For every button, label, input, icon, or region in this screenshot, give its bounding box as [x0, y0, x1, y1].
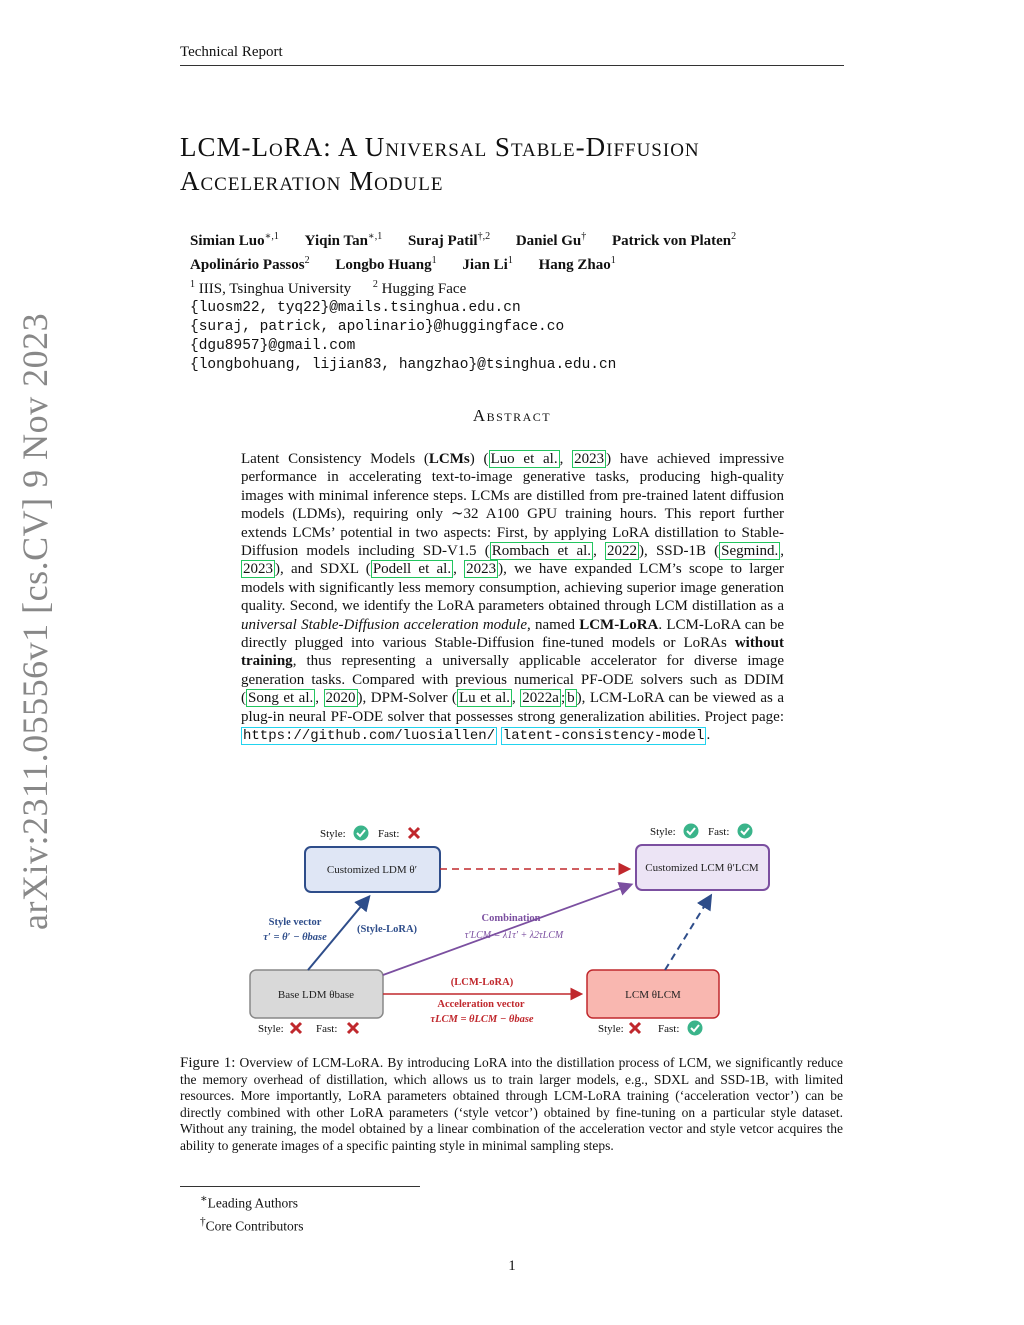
author: Patrick von Platen$^2$ — [612, 231, 737, 249]
cross-icon — [291, 1023, 301, 1033]
cross-icon — [630, 1023, 640, 1033]
footnotes — [200, 1190, 304, 1235]
caption-text: Overview of LCM-LoRA. By introducing LoRA into the distillation process of LCM, we significantly reduce the memory overhead of distillation, which allows us to train larger models, e.g., SDXL and SSD-1B, with limited resources. More importantly, LoRA parameters obtained through LCM-LoRA training (‘acceleration vector’) can be directly combined with other LoRA parameters (‘style vetcor’) obtained by fine-tuning on a particular style dataset. Without any training, the model obtained by a linear combination of the acceleration vector and style vetcor acquires the ability to generate images of a specific painting style in minimal sampling steps. — [180, 1055, 843, 1153]
acceleration-vector-eq: τLCM = θLCM − θbase — [430, 1014, 534, 1025]
cross-icon — [348, 1023, 358, 1033]
author: Apolinário Passos$^2$ — [190, 255, 310, 273]
figure-caption — [180, 1055, 843, 1155]
style-vector-title: Style vector — [268, 917, 322, 928]
author: Yiqin Tan$^{∗,1}$ — [304, 231, 383, 249]
lcm-lora-label: (LCM-LoRA) — [450, 977, 514, 988]
citation-link[interactable]: 2022a — [522, 690, 559, 707]
svg-text:Customized LCM θ′LCM: Customized LCM θ′LCM — [645, 862, 759, 874]
email-line[interactable]: {dgu8957}@gmail.com — [190, 338, 356, 354]
combination-title: Combination — [481, 913, 541, 924]
author-block — [190, 227, 840, 375]
fast-label: Fast: — [708, 826, 730, 838]
style-vector-eq: τ′ = θ′ − θbase — [263, 932, 327, 943]
svg-text:Customized LDM θ′: Customized LDM θ′ — [326, 864, 418, 876]
check-icon — [354, 826, 369, 841]
arxiv-stamp: arXiv:2311.05556v1 [cs.CV] 9 Nov 2023 — [15, 312, 55, 930]
email-line[interactable]: {longbohuang, lijian83, hangzhao}@tsinghua.edu.cn — [190, 357, 617, 373]
abstract-heading: Abstract — [472, 406, 552, 425]
project-url-link-cont[interactable]: latent-consistency-model — [502, 728, 705, 745]
email-line[interactable]: {suraj, patrick, apolinario}@huggingface.co — [190, 319, 565, 335]
box-customized-lcm — [636, 845, 769, 890]
citation-link[interactable]: b — [567, 690, 575, 707]
running-title: Technical Report — [180, 44, 283, 60]
overview-diagram — [240, 815, 800, 1045]
title-line-1: LCM-LoRA: A Universal Stable-Diffusion — [180, 132, 700, 162]
style-lora-label: (Style-LoRA) — [356, 924, 418, 935]
citation-link[interactable]: 2023 — [243, 561, 273, 578]
affiliations — [190, 275, 840, 299]
style-label: Style: — [258, 1023, 284, 1035]
footnote-rule — [180, 1186, 420, 1187]
citation-link[interactable]: Lu et al. — [458, 690, 511, 707]
fast-label: Fast: — [316, 1023, 338, 1035]
author: Simian Luo$^{∗,1}$ — [190, 231, 279, 249]
box-lcm — [587, 970, 719, 1018]
footnote-2: †Core Contributors — [200, 1215, 304, 1233]
citation-link[interactable]: Luo et al. — [490, 451, 558, 467]
affiliation-2: $^2$ Hugging Face — [372, 279, 467, 297]
caption-label: Figure 1: — [180, 1055, 236, 1071]
running-header — [180, 44, 844, 66]
fast-label: Fast: — [658, 1023, 680, 1035]
style-label: Style: — [650, 826, 676, 838]
style-label: Style: — [598, 1023, 624, 1035]
box-base-ldm — [250, 970, 383, 1018]
abstract-body: Latent Consistency Models (LCMs) ( Luo et al. , 2023 ) have achieved impressive performance in accelerating text-to-image generative tasks, producing high-quality images with minimal inference steps. LCMs are distilled from pre-trained latent diffusion models (LDMs), requiring only ∼32 A100 GPU training hours. This report further extends LCMs’ potential in two aspects: First, by applying LoRA distillation to Stable-Diffusion models including SD-V1.5 ( Rombach et al. , 2022 ), SSD-1B ( Segmind. , 2023 ), and SDXL ( Podell et al. , 2023 ), we have expanded LCM’s scope to larger models with significantly less memory consumption, achieving superior image generation quality. Second, we identify the LoRA parameters obtained through LCM distillation as a universal Stable-Diffusion acceleration module, named LCM-LoRA. LCM-LoRA can be directly plugged into various Stable-Diffusion fine-tuned models or LoRAs without training, thus representing a universally applicable accelerator for diverse image generation tasks. Compared with previous numerical PF-ODE solvers such as DDIM ( Song et al. , 2020 ), DPM-Solver ( Lu et al. , 2022a ; b ), LCM-LoRA can be viewed as a plug-in neural PF-ODE solver that possesses strong generalization abilities. Project page: https://github.com/luosiallen/ latent-consistency-model . — [241, 451, 785, 745]
svg-text:Base LDM θbase: Base LDM θbase — [277, 989, 355, 1001]
citation-link[interactable]: 2023 — [574, 451, 605, 467]
page-number: 1 — [508, 1258, 516, 1274]
check-icon — [684, 824, 699, 839]
fast-label: Fast: — [378, 828, 400, 840]
email-line[interactable]: {luosm22, tyq22}@mails.tsinghua.edu.cn — [190, 300, 521, 316]
author: Jian Li$^1$ — [462, 255, 513, 273]
citation-link[interactable]: 2022 — [607, 543, 638, 560]
author-row-1 — [190, 227, 840, 251]
citation-link[interactable]: Segmind. — [721, 543, 779, 560]
author: Daniel Gu† — [515, 231, 587, 249]
title-line-2: Acceleration Module — [180, 166, 444, 196]
citation-link[interactable]: Song et al. — [248, 690, 314, 707]
author: Hang Zhao$^1$ — [538, 255, 616, 273]
box-customized-ldm — [305, 847, 440, 892]
svg-text:LCM θLCM: LCM θLCM — [625, 989, 681, 1001]
paper-title — [180, 130, 840, 198]
check-icon — [688, 1021, 703, 1036]
affiliation-1: $^1$ IIIS, Tsinghua University — [190, 279, 352, 297]
combination-eq: τ′LCM = λ1τ′ + λ2τLCM — [464, 930, 564, 941]
citation-link[interactable]: 2020 — [325, 690, 356, 707]
author-row-2 — [190, 251, 840, 275]
author: Suraj Patil$^{\dagger,2}$ — [407, 231, 491, 249]
footnote-1: ∗Leading Authors — [200, 1193, 299, 1211]
acceleration-vector-title: Acceleration vector — [437, 999, 525, 1010]
citation-link[interactable]: Podell et al. — [372, 561, 452, 578]
citation-link[interactable]: Rombach et al. — [491, 543, 592, 560]
author: Longbo Huang$^1$ — [335, 255, 437, 273]
check-icon — [738, 824, 753, 839]
cross-icon — [409, 828, 419, 838]
style-label: Style: — [320, 828, 346, 840]
project-url-link[interactable]: https://github.com/luosiallen/ — [243, 728, 496, 745]
dashed-lcm-up-arrow — [665, 897, 710, 970]
citation-link[interactable]: 2023 — [466, 561, 497, 578]
